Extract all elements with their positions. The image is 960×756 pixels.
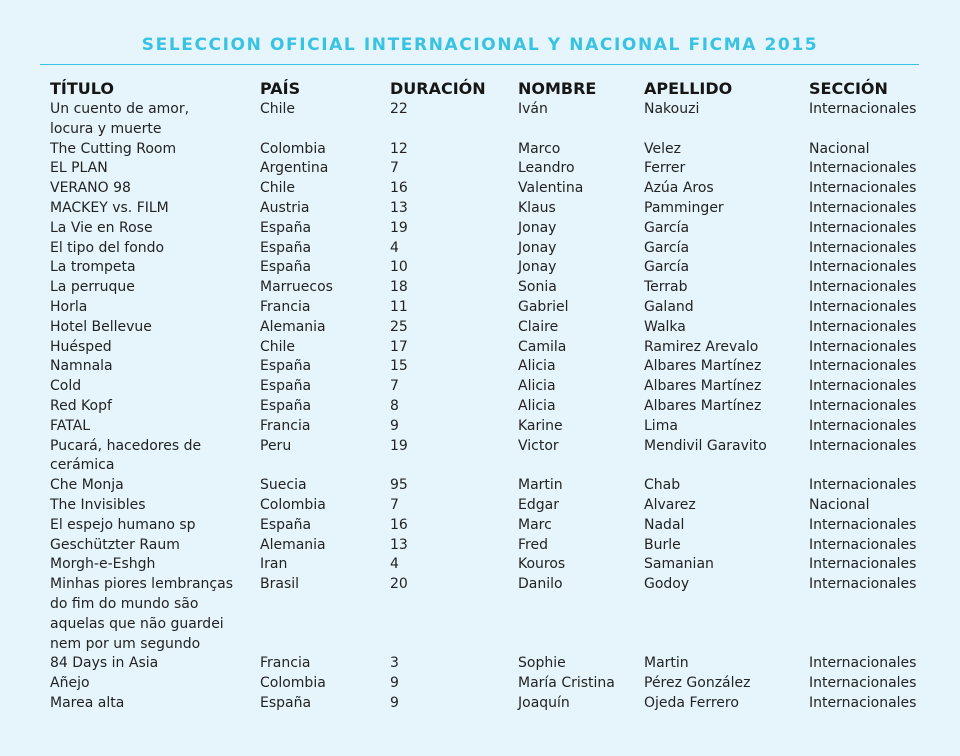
table-row — [44, 654, 934, 674]
table-row — [44, 417, 934, 437]
table-row — [44, 437, 934, 477]
table-row — [44, 338, 934, 358]
cell-seccion: Internacionales — [809, 378, 917, 395]
cell-pais: España — [260, 397, 312, 414]
cell-apellido: Alvarez — [644, 496, 696, 513]
cell-apellido: Albares Martínez — [644, 358, 762, 375]
cell-pais: España — [260, 219, 312, 236]
table-body — [44, 100, 934, 714]
cell-nombre: Alicia — [518, 358, 556, 375]
cell-seccion: Internacionales — [809, 239, 917, 256]
cell-titulo: EL PLAN — [50, 160, 108, 177]
cell-titulo: La trompeta — [50, 259, 136, 276]
cell-apellido: Terrab — [644, 279, 688, 296]
cell-duracion: 3 — [390, 655, 399, 672]
cell-nombre: Karine — [518, 417, 563, 434]
cell-seccion: Internacionales — [809, 556, 917, 573]
cell-nombre: Iván — [518, 101, 548, 117]
table-row — [44, 377, 934, 397]
cell-titulo: El tipo del fondo — [50, 239, 165, 256]
cell-pais: España — [260, 239, 312, 256]
cell-titulo: MACKEY vs. FILM — [50, 199, 169, 216]
cell-seccion: Internacionales — [809, 358, 917, 375]
table-row — [44, 536, 934, 556]
table-row — [44, 496, 934, 516]
cell-nombre: Victor — [518, 437, 559, 454]
cell-pais: Francia — [260, 417, 311, 434]
table-row — [44, 516, 934, 536]
cell-seccion: Internacionales — [809, 437, 917, 454]
cell-nombre: Camila — [518, 338, 567, 355]
cell-nombre: Martin — [518, 477, 563, 494]
table-row — [44, 100, 934, 140]
cell-pais: España — [260, 516, 312, 533]
cell-duracion: 10 — [390, 259, 408, 276]
cell-pais: Brasil — [260, 576, 300, 593]
cell-duracion: 25 — [390, 318, 408, 335]
cell-nombre: Jonay — [518, 219, 557, 236]
cell-pais: Francia — [260, 655, 311, 672]
cell-pais: España — [260, 378, 312, 395]
cell-seccion: Internacionales — [809, 160, 917, 177]
cell-titulo: Namnala — [50, 358, 113, 375]
cell-pais: Peru — [260, 437, 292, 454]
cell-duracion: 19 — [390, 437, 408, 454]
cell-duracion: 7 — [390, 378, 399, 395]
table-row — [44, 555, 934, 575]
cell-seccion: Internacionales — [809, 477, 917, 494]
cell-pais: Colombia — [260, 675, 326, 692]
cell-nombre: Marco — [518, 140, 561, 157]
header-duracion: DURACIÓN — [390, 78, 486, 98]
table-row — [44, 278, 934, 298]
cell-seccion: Internacionales — [809, 318, 917, 335]
cell-duracion: 18 — [390, 279, 408, 296]
table-row — [44, 298, 934, 318]
cell-pais: Marruecos — [260, 279, 333, 296]
table-row — [44, 357, 934, 377]
cell-apellido: Azúa Aros — [644, 180, 714, 197]
cell-duracion: 22 — [390, 101, 408, 117]
cell-pais: Colombia — [260, 496, 326, 513]
cell-apellido: Albares Martínez — [644, 397, 762, 414]
cell-titulo: Horla — [50, 298, 88, 315]
cell-apellido: García — [644, 259, 690, 276]
table-row — [44, 140, 934, 160]
cell-titulo: La perruque — [50, 279, 135, 296]
page-title: SELECCION OFICIAL INTERNACIONAL Y NACIONAL FICMA 2015 — [141, 35, 819, 55]
cell-seccion: Internacionales — [809, 298, 917, 315]
table-row — [44, 219, 934, 239]
table-row — [44, 397, 934, 417]
cell-pais: Chile — [260, 338, 296, 355]
cell-pais: Chile — [260, 180, 296, 197]
cell-seccion: Internacionales — [809, 397, 917, 414]
cell-pais: Austria — [260, 199, 310, 216]
cell-titulo: VERANO 98 — [50, 180, 131, 197]
cell-apellido: Samanian — [644, 556, 714, 573]
cell-titulo: The Cutting Room — [50, 140, 177, 157]
cell-nombre: Valentina — [518, 180, 584, 197]
cell-apellido: Burle — [644, 536, 681, 553]
cell-duracion: 17 — [390, 338, 408, 355]
cell-pais: España — [260, 694, 312, 711]
cell-apellido: Galand — [644, 298, 694, 315]
cell-apellido: García — [644, 239, 690, 256]
cell-duracion: 8 — [390, 397, 399, 414]
cell-pais: Argentina — [260, 160, 329, 177]
cell-titulo: La Vie en Rose — [50, 219, 153, 236]
cell-pais: Alemania — [260, 536, 326, 553]
header-titulo: TÍTULO — [50, 78, 114, 98]
cell-duracion: 16 — [390, 180, 408, 197]
cell-titulo: Red Kopf — [50, 397, 112, 414]
cell-nombre: Sonia — [518, 279, 557, 296]
cell-nombre: Fred — [518, 536, 548, 553]
cell-duracion: 7 — [390, 160, 399, 177]
cell-duracion: 13 — [390, 536, 408, 553]
table-row — [44, 476, 934, 496]
film-selection-table — [44, 75, 934, 714]
cell-seccion: Internacionales — [809, 417, 917, 434]
cell-pais: Alemania — [260, 318, 326, 335]
cell-nombre: Marc — [518, 516, 552, 533]
title-divider — [40, 64, 919, 65]
cell-titulo: FATAL — [50, 417, 91, 434]
cell-apellido: Godoy — [644, 576, 690, 593]
cell-apellido: Ojeda Ferrero — [644, 694, 739, 711]
cell-apellido: Nadal — [644, 516, 685, 533]
table-row — [44, 575, 934, 654]
header-seccion: SECCIÓN — [809, 78, 888, 98]
cell-pais: Francia — [260, 298, 311, 315]
cell-titulo: The Invisibles — [50, 496, 146, 513]
table-header-row — [44, 75, 934, 100]
cell-seccion: Internacionales — [809, 219, 917, 236]
cell-nombre: Joaquín — [518, 694, 570, 711]
cell-duracion: 9 — [390, 675, 399, 692]
cell-duracion: 12 — [390, 140, 408, 157]
cell-titulo: Pucará, hacedores de cerámica — [50, 437, 202, 474]
cell-duracion: 9 — [390, 694, 399, 711]
cell-titulo: Hotel Bellevue — [50, 318, 152, 335]
cell-seccion: Nacional — [809, 496, 870, 513]
cell-pais: Suecia — [260, 477, 307, 494]
table-row — [44, 159, 934, 179]
cell-duracion: 95 — [390, 477, 408, 494]
cell-nombre: Leandro — [518, 160, 575, 177]
cell-nombre: Kouros — [518, 556, 566, 573]
table-row — [44, 179, 934, 199]
cell-seccion: Internacionales — [809, 655, 917, 672]
header-nombre: NOMBRE — [518, 78, 597, 98]
cell-duracion: 20 — [390, 576, 408, 593]
cell-titulo: Minhas piores lembranças do fim do mundo são aquelas que não guardei nem por um segundo — [50, 576, 233, 652]
cell-seccion: Internacionales — [809, 180, 917, 197]
cell-nombre: Alicia — [518, 378, 556, 395]
table-row — [44, 258, 934, 278]
cell-duracion: 11 — [390, 298, 408, 315]
cell-titulo: Huésped — [50, 338, 112, 355]
cell-nombre: Jonay — [518, 239, 557, 256]
cell-titulo: Marea alta — [50, 694, 125, 711]
cell-apellido: Martin — [644, 655, 689, 672]
cell-seccion: Internacionales — [809, 694, 917, 711]
cell-duracion: 4 — [390, 239, 399, 256]
cell-apellido: García — [644, 219, 690, 236]
cell-seccion: Nacional — [809, 140, 870, 157]
cell-nombre: Sophie — [518, 655, 566, 672]
cell-titulo: Morgh-e-Eshgh — [50, 556, 156, 573]
cell-titulo: Geschützter Raum — [50, 536, 180, 553]
cell-duracion: 19 — [390, 219, 408, 236]
cell-nombre: Jonay — [518, 259, 557, 276]
table-row — [44, 318, 934, 338]
cell-titulo: Añejo — [50, 675, 90, 692]
cell-nombre: Claire — [518, 318, 559, 335]
header-apellido: APELLIDO — [644, 78, 733, 98]
cell-apellido: Velez — [644, 140, 681, 157]
cell-titulo: 84 Days in Asia — [50, 655, 159, 672]
cell-pais: España — [260, 259, 312, 276]
cell-seccion: Internacionales — [809, 576, 917, 593]
cell-nombre: Klaus — [518, 199, 556, 216]
cell-duracion: 7 — [390, 496, 399, 513]
cell-nombre: Alicia — [518, 397, 556, 414]
header-pais: PAÍS — [260, 78, 301, 98]
cell-duracion: 15 — [390, 358, 408, 375]
cell-seccion: Internacionales — [809, 338, 917, 355]
cell-apellido: Chab — [644, 477, 681, 494]
cell-nombre: Edgar — [518, 496, 559, 513]
cell-seccion: Internacionales — [809, 101, 917, 117]
cell-apellido: Pérez González — [644, 675, 751, 692]
cell-titulo: Che Monja — [50, 477, 124, 494]
cell-apellido: Mendivil Garavito — [644, 437, 767, 454]
cell-duracion: 13 — [390, 199, 408, 216]
cell-titulo: El espejo humano sp — [50, 516, 196, 533]
cell-seccion: Internacionales — [809, 675, 917, 692]
cell-pais: Iran — [260, 556, 288, 573]
cell-seccion: Internacionales — [809, 516, 917, 533]
cell-apellido: Nakouzi — [644, 101, 700, 117]
cell-duracion: 9 — [390, 417, 399, 434]
cell-pais: Chile — [260, 101, 296, 117]
cell-titulo: Cold — [50, 378, 82, 395]
cell-seccion: Internacionales — [809, 199, 917, 216]
cell-seccion: Internacionales — [809, 279, 917, 296]
cell-pais: España — [260, 358, 312, 375]
cell-nombre: María Cristina — [518, 675, 615, 692]
cell-apellido: Ferrer — [644, 160, 686, 177]
cell-nombre: Danilo — [518, 576, 563, 593]
cell-apellido: Albares Martínez — [644, 378, 762, 395]
cell-seccion: Internacionales — [809, 536, 917, 553]
cell-apellido: Lima — [644, 417, 678, 434]
table-row — [44, 199, 934, 219]
cell-titulo: Un cuento de amor, locura y muerte — [50, 101, 190, 137]
cell-pais: Colombia — [260, 140, 326, 157]
cell-apellido: Walka — [644, 318, 686, 335]
table-row — [44, 239, 934, 259]
cell-apellido: Ramirez Arevalo — [644, 338, 759, 355]
table-row — [44, 674, 934, 694]
cell-duracion: 4 — [390, 556, 399, 573]
cell-duracion: 16 — [390, 516, 408, 533]
cell-seccion: Internacionales — [809, 259, 917, 276]
cell-apellido: Pamminger — [644, 199, 724, 216]
cell-nombre: Gabriel — [518, 298, 569, 315]
table-row — [44, 694, 934, 714]
